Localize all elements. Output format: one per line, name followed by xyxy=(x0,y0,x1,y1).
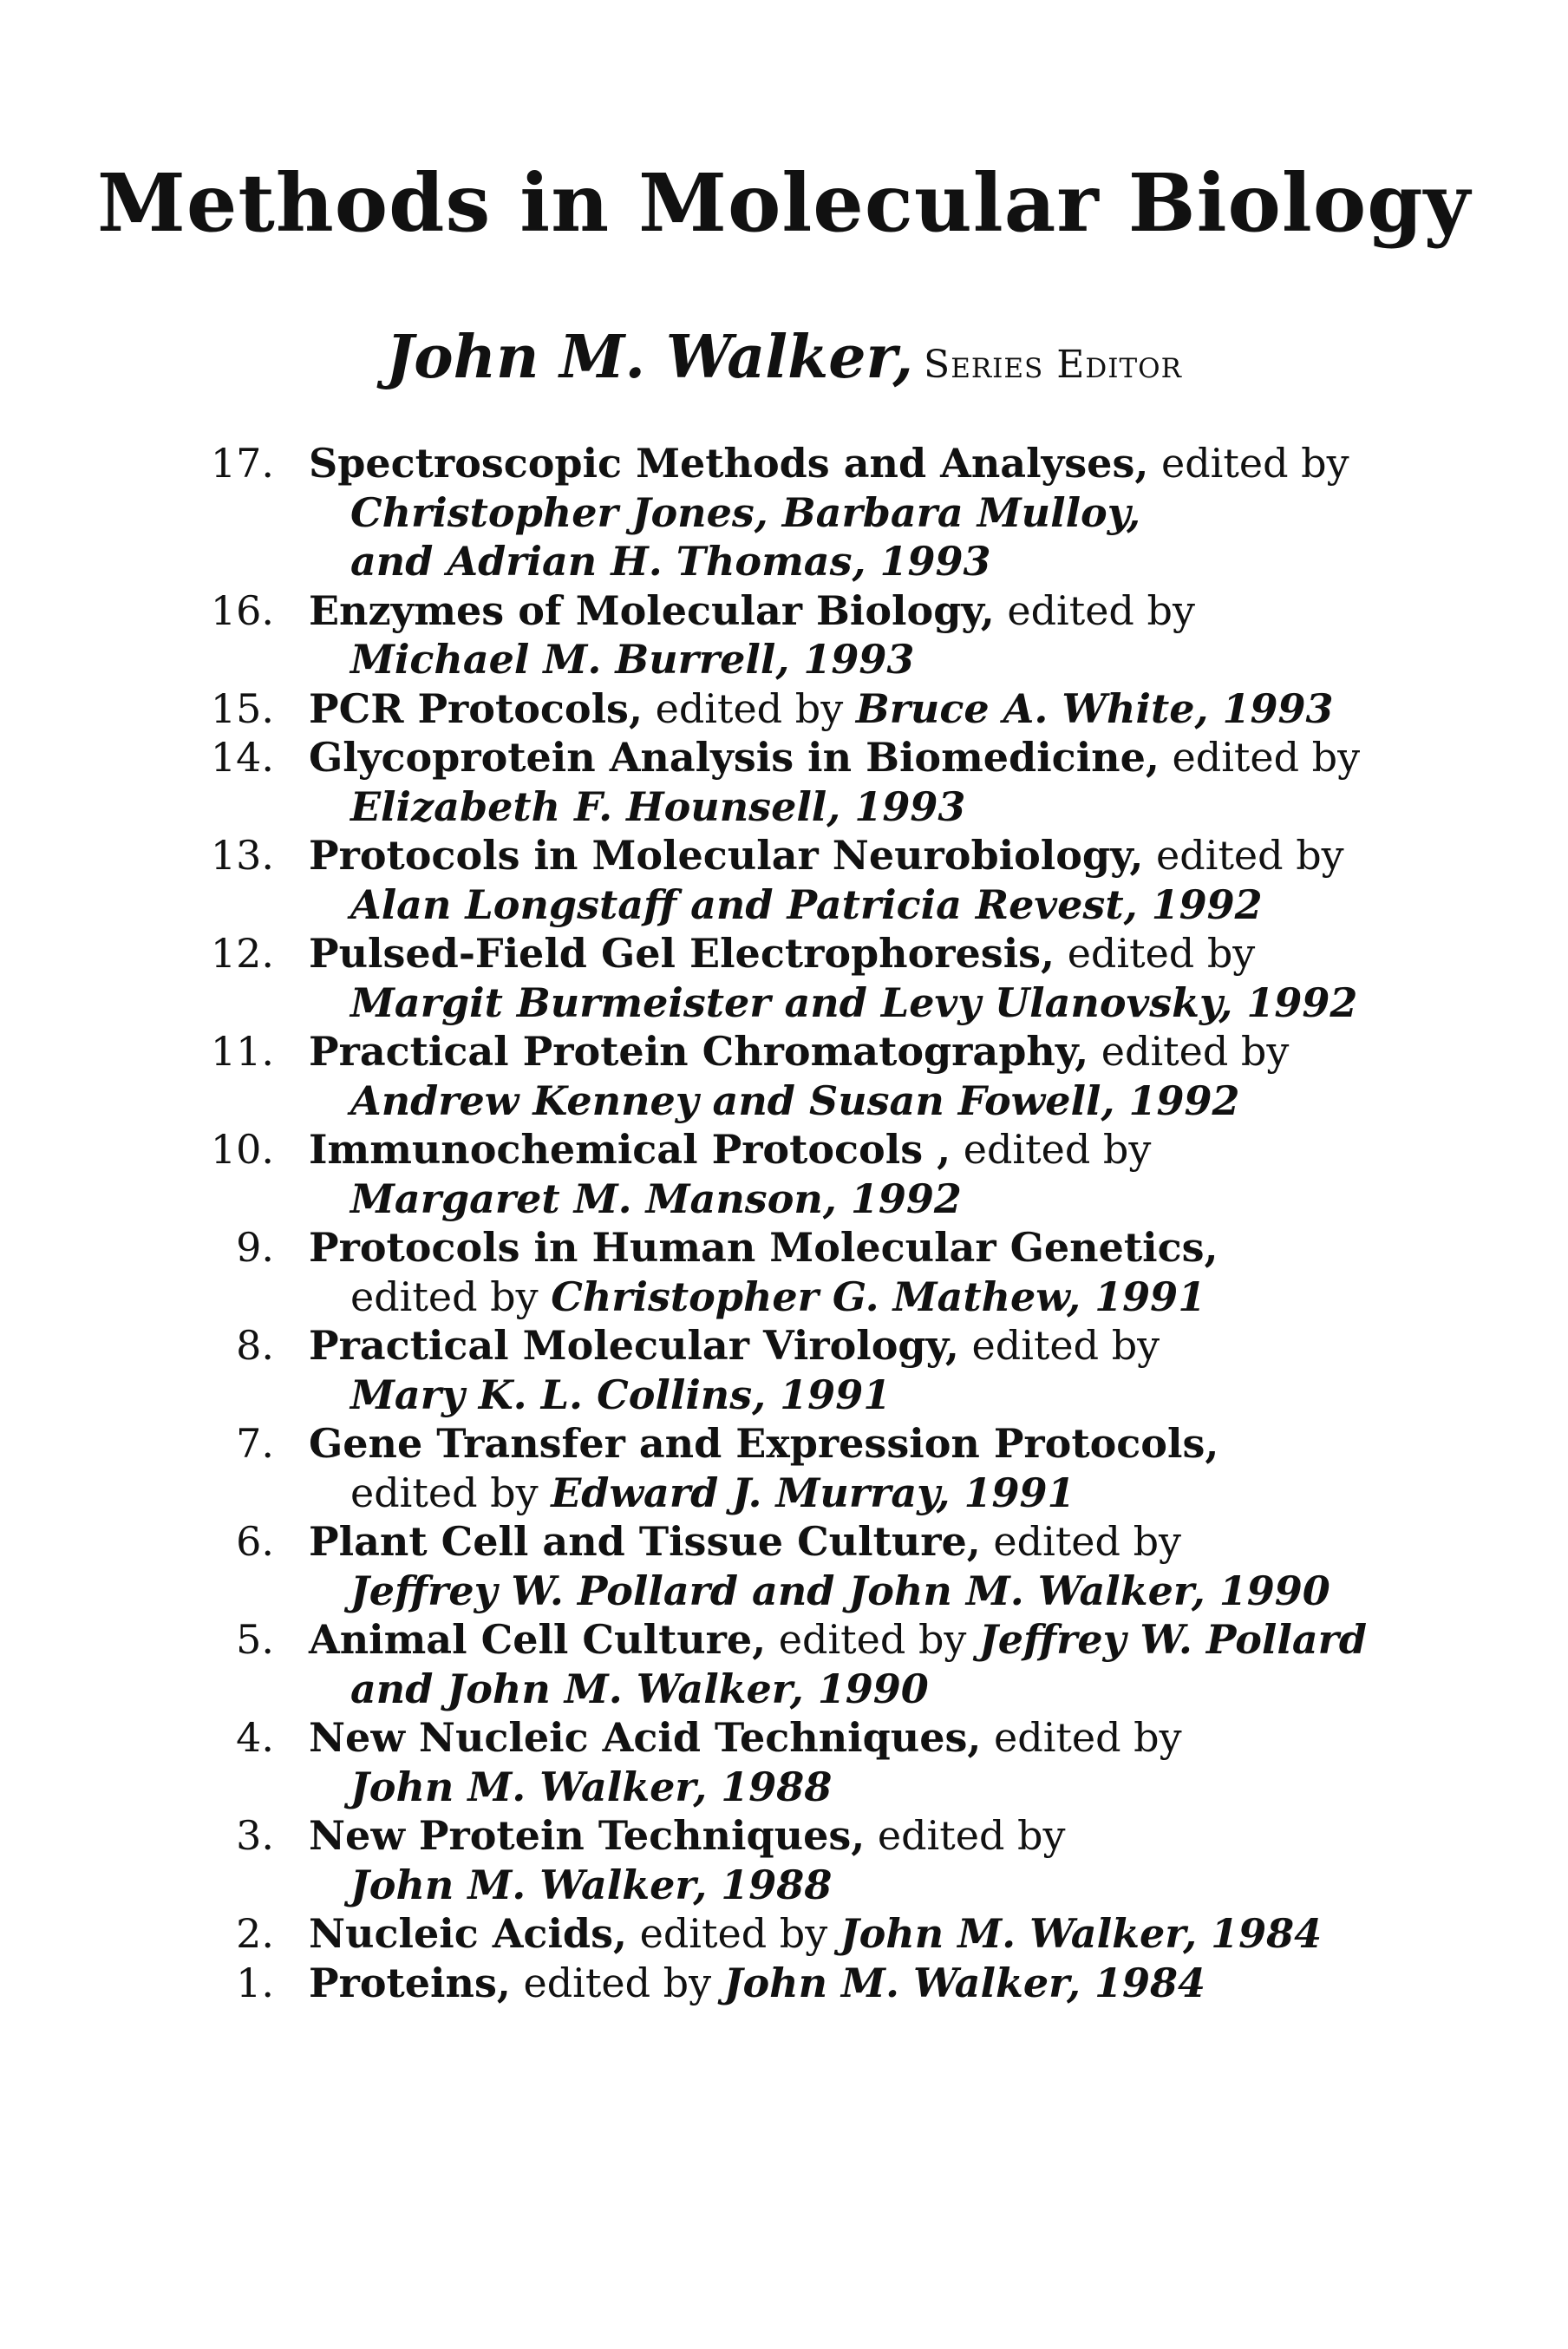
volume-title: Practical Molecular Virology, xyxy=(309,1322,959,1369)
volume-line xyxy=(309,1811,1369,1861)
volume-edited-by: edited by xyxy=(951,1126,1152,1173)
volume-edited-by: edited by xyxy=(350,1469,552,1516)
volume-item xyxy=(206,1223,1369,1321)
volume-editors: Elizabeth F. Hounsell, 1993 xyxy=(350,782,966,830)
volume-editors: Alan Longstaff and Patricia Revest, 1992 xyxy=(350,880,1263,928)
volume-title: Pulsed-Field Gel Electrophoresis, xyxy=(309,930,1055,977)
volume-line xyxy=(309,1615,1369,1665)
volume-number: 4. xyxy=(236,1714,274,1761)
series-editor-line xyxy=(0,323,1568,392)
volume-item xyxy=(206,1419,1369,1517)
volume-item xyxy=(206,1713,1369,1811)
volume-number: 5. xyxy=(236,1616,274,1663)
volume-item xyxy=(206,1909,1369,1959)
volume-line xyxy=(309,586,1369,636)
volume-line-cont xyxy=(309,1469,1369,1518)
volume-number: 11. xyxy=(210,1028,274,1075)
volume-line-cont xyxy=(309,1273,1369,1322)
volume-edited-by: edited by xyxy=(994,586,1195,634)
volume-editors: Jeffrey W. Pollard and John M. Walker, 1990 xyxy=(350,1567,1330,1614)
volume-line xyxy=(309,1517,1369,1567)
volume-line xyxy=(309,684,1369,734)
volume-edited-by: edited by xyxy=(958,1322,1160,1369)
volume-editors-cont: and John M. Walker, 1990 xyxy=(350,1665,929,1712)
volume-title: Immunochemical Protocols , xyxy=(309,1126,951,1173)
series-editor-name: John M. Walker, xyxy=(386,323,914,392)
volume-title: Practical Protein Chromatography, xyxy=(309,1028,1089,1075)
volume-item xyxy=(206,1125,1369,1223)
volume-item xyxy=(206,831,1369,929)
volume-editors: John M. Walker, 1988 xyxy=(350,1763,833,1810)
volume-number: 8. xyxy=(236,1322,274,1369)
volume-list xyxy=(206,439,1369,2007)
volume-edited-by: edited by xyxy=(980,1518,1182,1565)
volume-number: 1. xyxy=(236,1959,274,2006)
volume-number: 12. xyxy=(210,930,274,977)
volume-number: 17. xyxy=(210,440,274,487)
volume-item xyxy=(206,1811,1369,1909)
volume-title: Plant Cell and Tissue Culture, xyxy=(309,1518,981,1565)
series-title: Methods in Molecular Biology xyxy=(97,156,1471,250)
volume-number: 16. xyxy=(210,586,274,634)
volume-edited-by: edited by xyxy=(627,1910,840,1957)
volume-line xyxy=(309,1959,1369,2008)
volume-line xyxy=(309,439,1369,488)
volume-line xyxy=(309,831,1369,880)
volume-number: 10. xyxy=(210,1126,274,1173)
volume-edited-by: edited by xyxy=(1148,440,1349,487)
volume-editors: Edward J. Murray, 1991 xyxy=(551,1469,1075,1516)
volume-number: 14. xyxy=(210,734,274,781)
volume-number: 9. xyxy=(236,1224,274,1271)
volume-line xyxy=(309,1321,1369,1371)
volume-edited-by: edited by xyxy=(1088,1028,1290,1075)
volume-item xyxy=(206,1959,1369,2008)
volume-title: New Nucleic Acid Techniques, xyxy=(309,1714,982,1761)
volume-edited-by: edited by xyxy=(642,684,856,732)
volume-line xyxy=(309,929,1369,978)
volume-item xyxy=(206,1615,1369,1713)
volume-line xyxy=(309,733,1369,782)
volume-title: New Protein Techniques, xyxy=(309,1812,866,1859)
volume-item xyxy=(206,929,1369,1027)
volume-editors: Margaret M. Manson, 1992 xyxy=(350,1174,962,1222)
volume-title: PCR Protocols, xyxy=(309,684,643,732)
volume-line xyxy=(309,1027,1369,1076)
volume-title: Glycoprotein Analysis in Biomedicine, xyxy=(309,734,1160,781)
series-editor-role: Series Editor xyxy=(924,343,1182,387)
volume-number: 3. xyxy=(236,1812,274,1859)
volume-item xyxy=(206,1517,1369,1615)
volume-editors: John M. Walker, 1988 xyxy=(350,1861,833,1908)
volume-item xyxy=(206,586,1369,684)
volume-number: 7. xyxy=(236,1420,274,1467)
volume-line xyxy=(309,1223,1369,1273)
volume-edited-by: edited by xyxy=(981,1714,1182,1761)
volume-item xyxy=(206,1027,1369,1125)
volume-title: Gene Transfer and Expression Protocols, xyxy=(309,1420,1219,1467)
volume-title: Protocols in Human Molecular Genetics, xyxy=(309,1224,1218,1271)
volume-edited-by: edited by xyxy=(350,1273,552,1320)
volume-line xyxy=(309,1125,1369,1174)
volume-number: 15. xyxy=(210,684,274,732)
volume-item xyxy=(206,439,1369,586)
volume-editors: Christopher Jones, Barbara Mulloy, xyxy=(350,488,1141,536)
volume-line xyxy=(309,1713,1369,1763)
volume-editors: Andrew Kenney and Susan Fowell, 1992 xyxy=(350,1076,1240,1124)
volume-edited-by: edited by xyxy=(1055,930,1256,977)
volume-title: Spectroscopic Methods and Analyses, xyxy=(309,440,1149,487)
volume-number: 2. xyxy=(236,1910,274,1957)
volume-title: Enzymes of Molecular Biology, xyxy=(309,586,995,634)
volume-edited-by: edited by xyxy=(1159,734,1361,781)
volume-editors-cont: and Adrian H. Thomas, 1993 xyxy=(350,538,991,585)
volume-editors: Michael M. Burrell, 1993 xyxy=(350,636,915,683)
volume-editors: Mary K. L. Collins, 1991 xyxy=(350,1371,892,1418)
volume-editors: John M. Walker, 1984 xyxy=(840,1910,1323,1957)
volume-title: Animal Cell Culture, xyxy=(309,1616,767,1663)
volume-editors: John M. Walker, 1984 xyxy=(723,1959,1206,2006)
volume-item xyxy=(206,684,1369,734)
volume-number: 6. xyxy=(236,1518,274,1565)
volume-item xyxy=(206,1321,1369,1419)
volume-title: Protocols in Molecular Neurobiology, xyxy=(309,832,1144,879)
volume-edited-by: edited by xyxy=(865,1812,1066,1859)
volume-edited-by: edited by xyxy=(766,1616,980,1663)
volume-editors: Bruce A. White, 1993 xyxy=(855,684,1334,732)
volume-line xyxy=(309,1419,1369,1469)
volume-item xyxy=(206,733,1369,831)
volume-number: 13. xyxy=(210,832,274,879)
volume-editors: Margit Burmeister and Levy Ulanovsky, 1992 xyxy=(350,978,1358,1026)
volume-editors: Jeffrey W. Pollard xyxy=(979,1616,1368,1663)
volume-edited-by: edited by xyxy=(510,1959,724,2006)
volume-line xyxy=(309,1909,1369,1959)
volume-editors: Christopher G. Mathew, 1991 xyxy=(551,1273,1206,1320)
volume-title: Proteins, xyxy=(309,1959,511,2006)
volume-edited-by: edited by xyxy=(1143,832,1344,879)
volume-title: Nucleic Acids, xyxy=(309,1910,627,1957)
